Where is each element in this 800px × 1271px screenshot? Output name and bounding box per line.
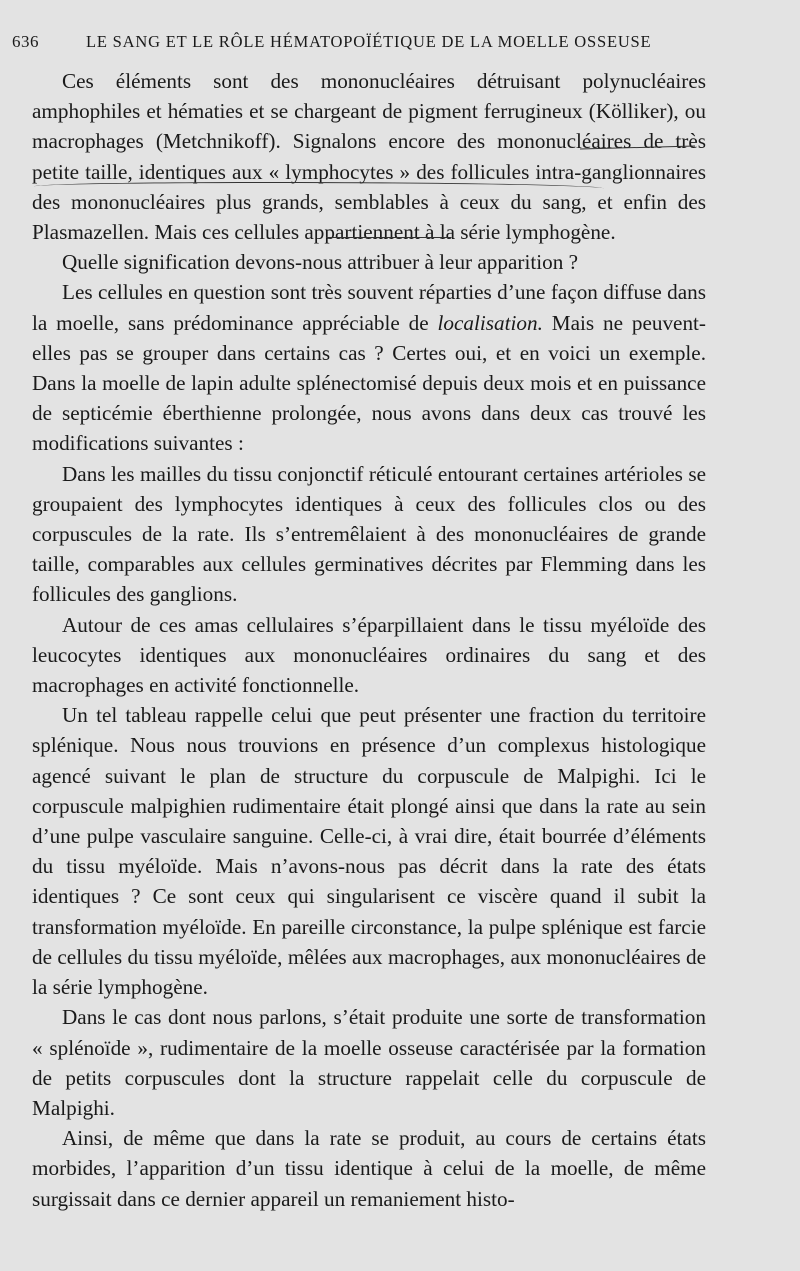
paragraph <box>32 459 706 610</box>
paragraph <box>32 66 706 247</box>
paragraph-text: Autour de ces amas cellulaires s’éparpillaient dans le tissu myéloïde des leucocytes identiques aux mononucléaires ordinaires du sang et des macrophages en activité fonctionnelle. <box>32 612 706 698</box>
paragraph <box>32 1123 706 1214</box>
paragraph-text: Les cellules en question sont très souvent réparties d’une façon diffuse dans la moelle, sans prédominance appréciable de <box>32 280 706 335</box>
running-title: LE SANG ET LE RÔLE HÉMATOPOÏÉTIQUE DE LA MOELLE OSSEUSE <box>86 32 652 51</box>
paragraph-text: Dans les mailles du tissu conjonctif réticulé entourant certaines artérioles se groupaient des lymphocytes identiques à ceux des follicules clos ou des corpuscules de la rate. Ils s’entremêlaient à des mononucléaires de grande taille, comparables aux cellules germinatives décrites par Flemming dans les follicules des ganglions. <box>32 461 706 607</box>
body-text <box>32 66 706 1214</box>
pencil-underline <box>34 182 604 193</box>
paragraph <box>32 700 706 1002</box>
paragraph-text: Ainsi, de même que dans la rate se produit, au cours de certains états morbides, l’apparition d’un tissu identique à celui de la moelle, de même surgissait dans ce dernier appareil un remaniement histo- <box>32 1126 706 1211</box>
paragraph-text-cont: Mais ne peuvent-elles pas se grouper dans certains cas ? Certes oui, et en voici un exemple. Dans la moelle de lapin adulte splénectomisé depuis deux mois et en puissance de septicémie éberthienne prolongée, nous avons dans deux cas trouvé les modifications suivantes : <box>32 310 706 456</box>
pencil-underline <box>326 237 451 238</box>
paragraph-text: Un tel tableau rappelle celui que peut présenter une fraction du territoire splénique. Nous nous trouvions en présence d’un complexus histologique agencé suivant le plan de structure du corpuscule de Malpighi. Ici le corpuscule malpighien rudimentaire était plongé ainsi que dans la rate au sein d’une pulpe vasculaire sanguine. Celle-ci, à vrai dire, était bourrée d’éléments du tissu myéloïde. Mais n’avons-nous pas décrit dans la rate des états identiques ? Ce sont ceux qui singularisent ce viscère quand il subit la transformation myéloïde. En pareille circonstance, la pulpe splénique est farcie de cellules du tissu myéloïde, mêlées aux macrophages, aux mononucléaires de la série lymphogène. <box>32 703 706 1000</box>
paragraph <box>32 1002 706 1123</box>
paragraph-italic: localisation. <box>437 310 543 335</box>
page-number: 636 <box>12 32 39 51</box>
paragraph-text: Dans le cas dont nous parlons, s’était produite une sorte de transformation « splénoïde », rudimentaire de la moelle osseuse caractérisée par la formation de petits corpuscules dont la structure rappelait celle du corpuscule de Malpighi. <box>32 1005 706 1120</box>
paragraph <box>32 610 706 701</box>
page-header <box>12 32 786 62</box>
paragraph-text: Ces éléments sont des mononucléaires détruisant polynucléaires amphophiles et hématies et se chargeant de pigment ferrugineux (Kölliker), ou macrophages (Metchnikoff). Signalons encore des mononucléaires de très petite taille, identiques aux « lymphocytes » des follicules intra-ganglionnaires des mononucléaires plus grands, semblables à ceux du sang, et enfin des Plasmazellen. Mais ces cellules appartiennent à la série lymphogène. <box>32 69 706 245</box>
paragraph <box>32 247 706 277</box>
paragraph <box>32 277 706 458</box>
paragraph-text: Quelle signification devons-nous attribuer à leur apparition ? <box>62 250 578 275</box>
